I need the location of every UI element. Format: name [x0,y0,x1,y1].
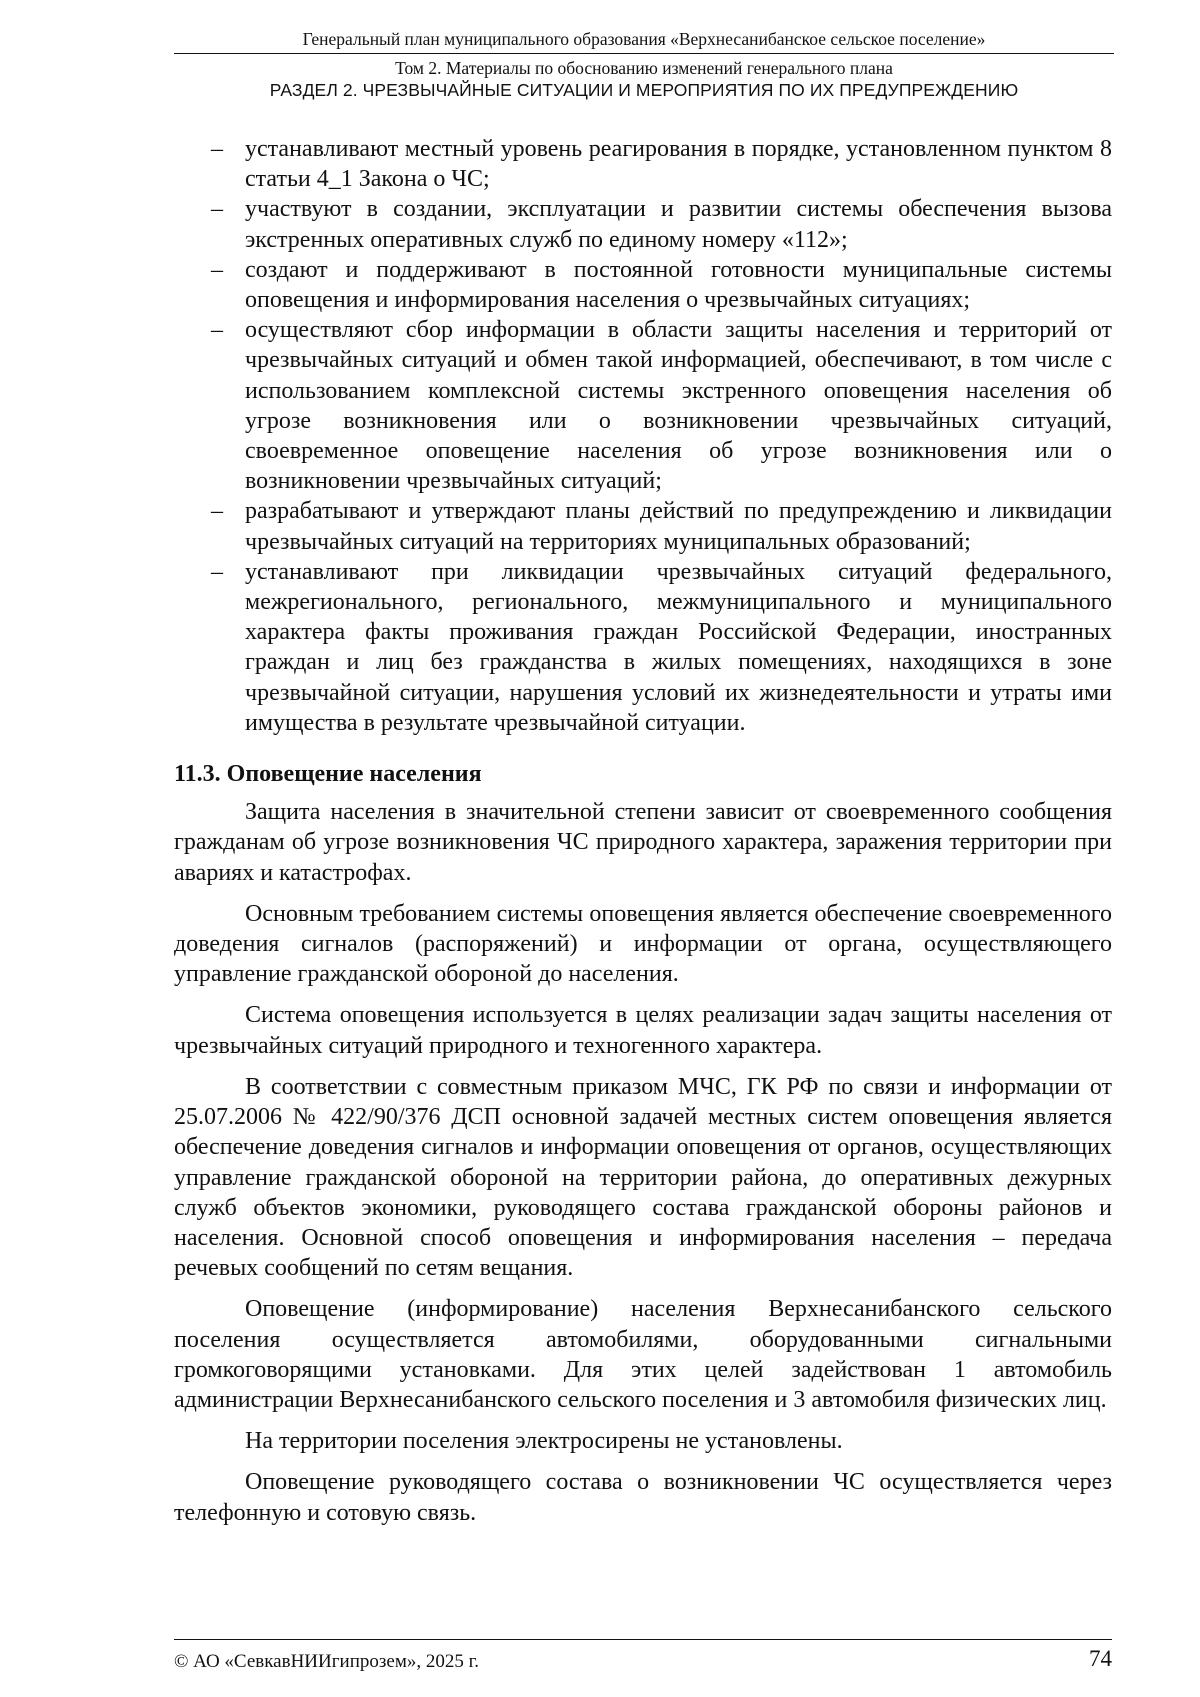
list-item-text: разрабатывают и утверждают планы действий по предупреждению и ликвидации чрезвычайных ситуаций на территориях муниципальных образований; [245,498,1112,555]
section-heading: 11.3. Оповещение населения [174,761,482,788]
paragraph: Система оповещения используется в целях реализации задач защиты населения от чрезвычайных ситуаций природного и техногенного характера. [174,1002,1112,1059]
list-item [174,194,1112,254]
list-item-text: устанавливают при ликвидации чрезвычайных ситуаций федерального, межрегионального, регионального, межмуниципального и муниципального характера факты проживания граждан Российской Федерации, иностранных граждан и лиц без гражданства в жилых помещениях, находящихся в зоне чрезвычайной ситуации, нарушения условий их жизнедеятельности и утраты ими имущества в результате чрезвычайной ситуации. [245,558,1112,736]
paragraph: Защита населения в значительной степени зависит от своевременного сообщения гражданам об угрозе возникновения ЧС природного характера, заражения территории при авариях и катастрофах. [174,799,1112,886]
page-content [174,134,1112,1539]
list-item [174,315,1112,496]
dash-bullet: – [211,196,223,223]
paragraph: В соответствии с совместным приказом МЧС, ГК РФ по связи и информации от 25.07.2006 № 422/90/376 ДСП основной задачей местных систем оповещения является обеспечение доведения сигналов и информации оповещения от органов, осуществляющих управление гражданской обороной на территории района, до оперативных дежурных служб объектов экономики, руководящего состава гражданской обороны районов и населения. Основной способ оповещения и информирования населения – передача речевых сообщений по сетям вещания. [174,1073,1112,1282]
dash-bullet: – [211,317,223,344]
footer-copyright: © АО «СевкавНИИгипрозем», 2025 г. [174,1651,479,1672]
header-title: Генеральный план муниципального образования «Верхнесанибанское сельское поселение» [174,28,1114,54]
list-item [174,496,1112,556]
list-item-text: создают и поддерживают в постоянной готовности муниципальные системы оповещения и информирования населения о чрезвычайных ситуациях; [245,256,1112,314]
list-item [174,255,1112,315]
header-section: РАЗДЕЛ 2. ЧРЕЗВЫЧАЙНЫЕ СИТУАЦИИ И МЕРОПРИЯТИЯ ПО ИХ ПРЕДУПРЕЖДЕНИЮ [269,80,1019,100]
paragraph: Основным требованием системы оповещения является обеспечение своевременного доведения сигналов (распоряжений) и информации от органа, осуществляющего управление гражданской обороной до населения. [174,900,1112,988]
dash-bullet: – [211,256,223,283]
page-header [174,28,1114,101]
paragraph: Оповещение руководящего состава о возникновении ЧС осуществляется через телефонную и сотовую связь. [174,1469,1112,1526]
duties-list [174,134,1112,738]
list-item-text: участвуют в создании, эксплуатации и развитии системы обеспечения вызова экстренных оперативных служб по единому номеру «112»; [245,196,1112,253]
dash-bullet: – [211,498,223,525]
header-volume: Том 2. Материалы по обоснованию изменений генерального плана [395,58,893,78]
paragraph: Оповещение (информирование) населения Верхнесанибанского сельского поселения осуществляется автомобилями, оборудованными сигнальными громкоговорящими установками. Для этих целей задействован 1 автомобиль администрации Верхнесанибанского сельского поселения и 3 автомобиля физических лиц. [174,1296,1112,1413]
page-number: 74 [1089,1646,1112,1671]
list-item [174,557,1112,738]
dash-bullet: – [211,558,223,585]
list-item-text: осуществляют сбор информации в области защиты населения и территорий от чрезвычайных ситуаций и обмен такой информацией, обеспечивают, в том числе с использованием комплексной системы экстренного оповещения населения об угрозе возникновения или о возникновении чрезвычайных ситуаций, своевременное оповещение населения об угрозе возникновения или о возникновении чрезвычайных ситуаций; [245,317,1112,495]
list-item-text: устанавливают местный уровень реагирования в порядке, установленном пунктом 8 статьи 4_1 Закона о ЧС; [245,136,1112,193]
paragraph: На территории поселения электросирены не установлены. [245,1428,843,1455]
page-footer [174,1639,1112,1672]
dash-bullet: – [211,136,223,162]
list-item [174,134,1112,194]
